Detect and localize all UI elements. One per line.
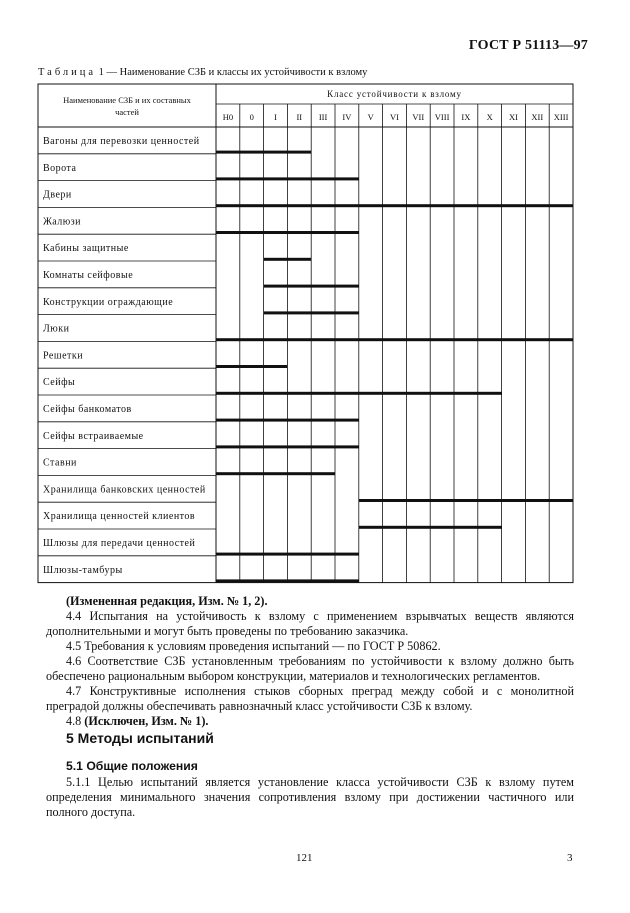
- class-range-bar: [216, 365, 287, 368]
- amendment-note: (Измененная редакция, Изм. № 1, 2).: [66, 594, 268, 608]
- row-name: Ворота: [43, 162, 77, 174]
- class-label: I: [274, 112, 277, 122]
- class-range-bar: [264, 258, 312, 261]
- row-name: Решетки: [43, 350, 84, 362]
- class-range-bar: [216, 177, 359, 180]
- class-range-bar: [264, 285, 359, 288]
- class-range-bar: [216, 151, 311, 154]
- row-name: Вагоны для перевозки ценностей: [43, 136, 200, 147]
- row-name: Жалюзи: [43, 216, 81, 228]
- paragraph-4-8-number: 4.8: [66, 714, 82, 728]
- class-label: XIII: [553, 112, 569, 122]
- page-number-right: 3: [567, 852, 573, 864]
- row-name: Шлюзы для передачи ценностей: [43, 538, 196, 549]
- class-range-bar: [359, 499, 573, 502]
- class-label: X: [486, 112, 493, 122]
- class-label: VI: [390, 112, 399, 122]
- class-label: VIII: [434, 112, 450, 122]
- row-name: Сейфы: [43, 377, 76, 389]
- paragraph-4-4: 4.4 Испытания на устойчивость к взлому с применением взрывчатых веществ являются дополнительными и могут быть проведены по требованию заказчика.: [46, 609, 574, 638]
- class-range-bar: [216, 472, 335, 475]
- body-text-lower: [46, 775, 574, 820]
- class-range-bar: [216, 204, 573, 207]
- class-label: VII: [412, 112, 425, 122]
- table-caption-word: Таблица: [38, 67, 97, 78]
- row-name: Ставни: [43, 457, 77, 469]
- class-range-bar: [359, 526, 502, 529]
- row-name: Люки: [43, 323, 70, 335]
- row-name: Сейфы банкоматов: [43, 404, 132, 415]
- class-label: II: [296, 112, 303, 122]
- name-column-header-line1: Наименование СЗБ и их составных: [63, 95, 191, 105]
- class-range-bar: [216, 338, 573, 341]
- row-name: Сейфы встраиваемые: [43, 430, 144, 442]
- paragraph-4-6: 4.6 Соответствие СЗБ установленным требованиям по устойчивости к взлому должно быть обеспечено рациональным выбором конструкции, материалов и технологических регламентов.: [46, 654, 574, 683]
- class-range-bar: [216, 419, 359, 422]
- class-label: III: [318, 112, 328, 122]
- row-name: Хранилища ценностей клиентов: [43, 511, 196, 523]
- page-number-center: 121: [296, 852, 313, 864]
- name-column-header-line2: частей: [115, 107, 139, 117]
- table-caption-text: 1 — Наименование СЗБ и классы их устойчивости к взлому: [98, 67, 368, 78]
- class-range-bar: [216, 579, 359, 582]
- row-name: Хранилища банковских ценностей: [43, 484, 206, 496]
- row-name: Комнаты сейфовые: [43, 270, 134, 281]
- class-range-bar: [216, 392, 502, 395]
- paragraph-5-1-1: 5.1.1 Целью испытаний является установление класса устойчивости СЗБ к взлому путем определения минимального значения сопротивления взлому при достижении частичного или полного доступа.: [46, 775, 574, 819]
- paragraph-4-5: 4.5 Требования к условиям проведения испытаний — по ГОСТ Р 50862.: [66, 639, 441, 653]
- paragraph-4-8-text: (Исключен, Изм. № 1).: [84, 714, 209, 728]
- row-name: Двери: [43, 189, 72, 201]
- subsection-title: 5.1 Общие положения: [66, 759, 198, 773]
- body-text-upper: [46, 594, 574, 729]
- row-name: Кабины защитные: [43, 243, 129, 255]
- class-header: Класс устойчивости к взлому: [327, 89, 462, 99]
- standard-designation: ГОСТ Р 51113—97: [468, 38, 588, 53]
- table-border: [38, 84, 573, 583]
- class-label: Н0: [222, 112, 234, 122]
- paragraph-4-7: 4.7 Конструктивные исполнения стыков сборных преград между собой и с монолитной преградой должны обеспечивать равнозначный класс устойчивости СЗБ к взлому.: [46, 684, 574, 713]
- section-title: 5 Методы испытаний: [66, 730, 214, 746]
- class-label: IV: [342, 112, 352, 122]
- row-name: Шлюзы-тамбуры: [43, 564, 123, 576]
- row-name: Конструкции ограждающие: [43, 296, 174, 308]
- class-range-bar: [264, 311, 359, 314]
- class-range-bar: [216, 231, 359, 234]
- class-label: XI: [509, 112, 518, 122]
- class-label: IX: [461, 112, 471, 122]
- paragraph-4-8: [46, 714, 574, 729]
- class-range-bar: [216, 553, 359, 556]
- class-range-bar: [216, 445, 359, 448]
- class-label: V: [367, 112, 374, 122]
- class-label: 0: [249, 112, 254, 122]
- class-label: XII: [531, 112, 544, 122]
